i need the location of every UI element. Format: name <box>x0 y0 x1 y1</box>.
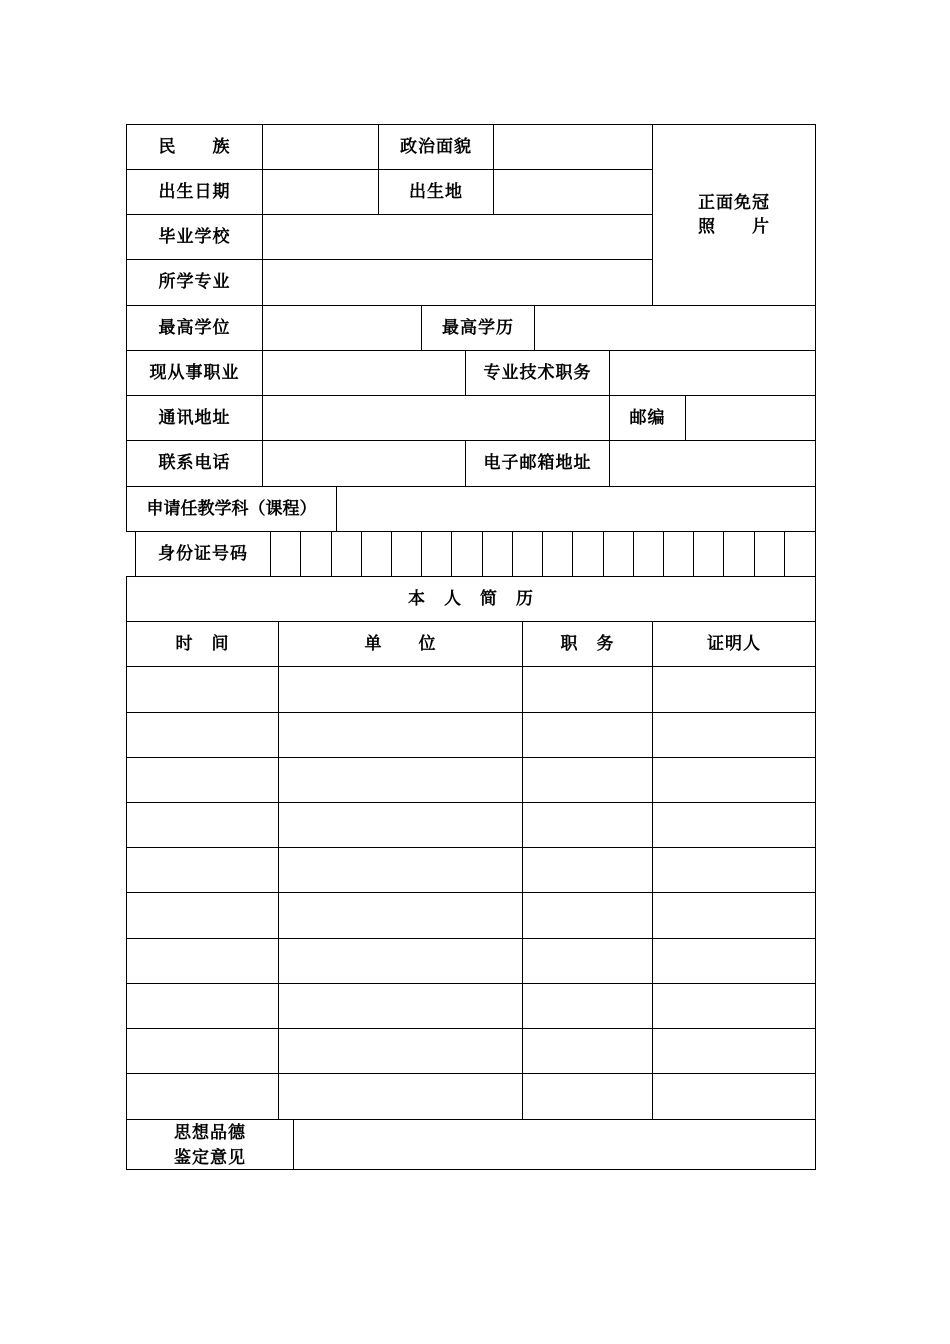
resume-col-time: 时 间 <box>175 634 230 654</box>
major-label: 所学专业 <box>158 272 231 292</box>
phone-label: 联系电话 <box>158 453 231 473</box>
resume-title: 本 人 简 历 <box>408 589 534 609</box>
school-field[interactable] <box>263 215 652 259</box>
grid-line <box>126 1169 816 1170</box>
current-job-field[interactable] <box>263 351 465 395</box>
birth-date-label: 出生日期 <box>158 182 231 202</box>
email-field[interactable] <box>610 441 815 486</box>
school-label: 毕业学校 <box>158 227 231 247</box>
resume-entries[interactable] <box>127 667 815 1119</box>
resume-col-position: 职 务 <box>560 634 615 654</box>
resume-col-unit: 单 位 <box>364 634 437 654</box>
grid-line <box>126 576 816 577</box>
resume-col-witness: 证明人 <box>707 634 761 654</box>
subject-label: 申请任教学科（课程） <box>146 499 317 519</box>
highest-education-label: 最高学历 <box>442 318 514 338</box>
ethnicity-label: 民 族 <box>158 137 231 157</box>
address-label: 通讯地址 <box>158 408 231 428</box>
highest-degree-label: 最高学位 <box>158 318 231 338</box>
grid-line <box>815 124 816 1170</box>
technical-title-label: 专业技术职务 <box>483 363 592 383</box>
highest-education-field[interactable] <box>535 306 815 350</box>
ethnicity-field[interactable] <box>263 125 378 169</box>
technical-title-field[interactable] <box>610 351 815 395</box>
photo-area[interactable] <box>653 125 815 305</box>
subject-field[interactable] <box>337 487 815 531</box>
postcode-label: 邮编 <box>629 408 666 428</box>
address-field[interactable] <box>263 396 609 440</box>
id-number-label: 身份证号码 <box>158 544 248 564</box>
highest-degree-field[interactable] <box>263 306 421 350</box>
major-field[interactable] <box>263 260 652 305</box>
grid-line <box>126 621 816 622</box>
id-number-boxes[interactable] <box>271 532 815 576</box>
birth-date-field[interactable] <box>263 170 378 214</box>
evaluation-label-line1: 思想品德 <box>174 1123 246 1143</box>
photo-label-line2: 照 片 <box>698 217 770 237</box>
political-status-label: 政治面貌 <box>400 137 472 157</box>
political-status-field[interactable] <box>494 125 652 169</box>
evaluation-label-line2: 鉴定意见 <box>174 1148 246 1168</box>
current-job-label: 现从事职业 <box>149 363 240 383</box>
birthplace-field[interactable] <box>494 170 652 214</box>
evaluation-field[interactable] <box>294 1120 815 1169</box>
email-label: 电子邮箱地址 <box>483 453 592 473</box>
postcode-field[interactable] <box>686 396 815 440</box>
photo-label-line1: 正面免冠 <box>698 193 770 213</box>
birthplace-label: 出生地 <box>409 182 463 202</box>
phone-field[interactable] <box>263 441 465 486</box>
